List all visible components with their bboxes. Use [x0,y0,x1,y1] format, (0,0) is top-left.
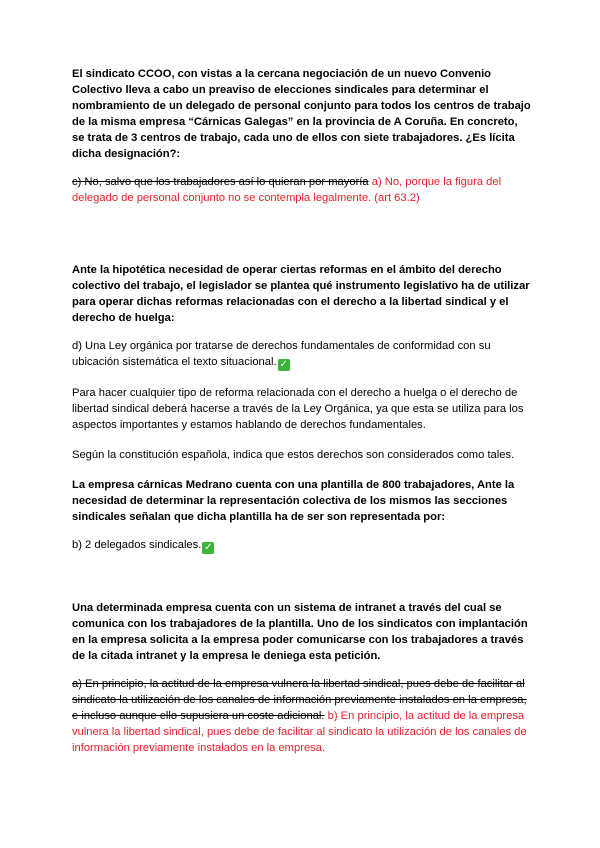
check-mark-icon: ✓ [204,542,213,553]
answer-2 [72,338,532,371]
question-4: Una determinada empresa cuenta con un sistema de intranet a través del cual se comunica con los trabajadores de la plantilla. Uno de los sindicatos con implantación en la empresa solicita a la empresa poder comunicarse con los trabajadores a través de la citada intranet y la empresa le deniega esta petición. [72,602,528,662]
question-3: La empresa cárnicas Medrano cuenta con una plantilla de 800 trabajadores, Ante la necesidad de determinar la representación colectiva de los mismos las secciones sindicales señalan que dicha plantilla ha de ser son representada por: [72,479,515,523]
answer-1 [72,174,532,206]
explanation-2: Para hacer cualquier tipo de reforma relacionada con el derecho a huelga o el derecho de libertad sindical deberá hacerse a través de la Ley Orgánica, ya que esta se utiliza para los aspectos importantes y estamos hablando de derechos fundamentales. [72,387,524,431]
question-2: Ante la hipotética necesidad de operar ciertas reformas en el ámbito del derecho colectivo del trabajo, el legislador se plantea qué instrumento legislativo ha de utilizar para operar dichas reformas relacionadas con el derecho a la libertad sindical y el derecho de huelga: [72,264,530,324]
check-mark-icon: ✓ [279,359,288,370]
answer-3 [72,537,532,554]
answer-1-struck-option: c) No, salvo que los trabajadores así lo quieran por mayoría [72,176,369,188]
answer-1-correct-option: a) No, porque la figura del delegado de personal conjunto no se contempla legalmente. (art 63.2) [72,176,502,204]
answer-4-struck-option: a) En principio, la actitud de la empresa vulnera la libertad sindical, pues debe de facilitar al sindicato la utilización de los canales de información previamente instalados en la empresa, e incluso aunque ello supusiera un coste adicional. [72,678,527,722]
answer-4 [72,676,532,756]
question-1: El sindicato CCOO, con vistas a la cercana negociación de un nuevo Convenio Colectivo lleva a cabo un preaviso de elecciones sindicales para determinar el nombramiento de un delegado de personal conjunto para todos los centros de trabajo de la misma empresa “Cárnicas Galegas” en la provincia de A Coruña. En concreto, se trata de 3 centros de trabajo, cada uno de ellos con siete trabajadores. ¿Es lícita dicha designación?: [72,68,531,160]
answer-3-text: b) 2 delegados sindicales. [72,539,202,551]
answer-4-correct-option: b) En principio, la actitud de la empresa vulnera la libertad sindical, pues debe de facilitar al sindicato la utilización de los canales de información previamente instalados en la empresa. [72,710,527,754]
note-2: Según la constitución española, indica que estos derechos son considerados como tales. [72,449,515,461]
answer-2-text: d) Una Ley orgánica por tratarse de derechos fundamentales de conformidad con su ubicación sistemática el texto situacional. [72,340,491,368]
document-page [72,66,532,756]
